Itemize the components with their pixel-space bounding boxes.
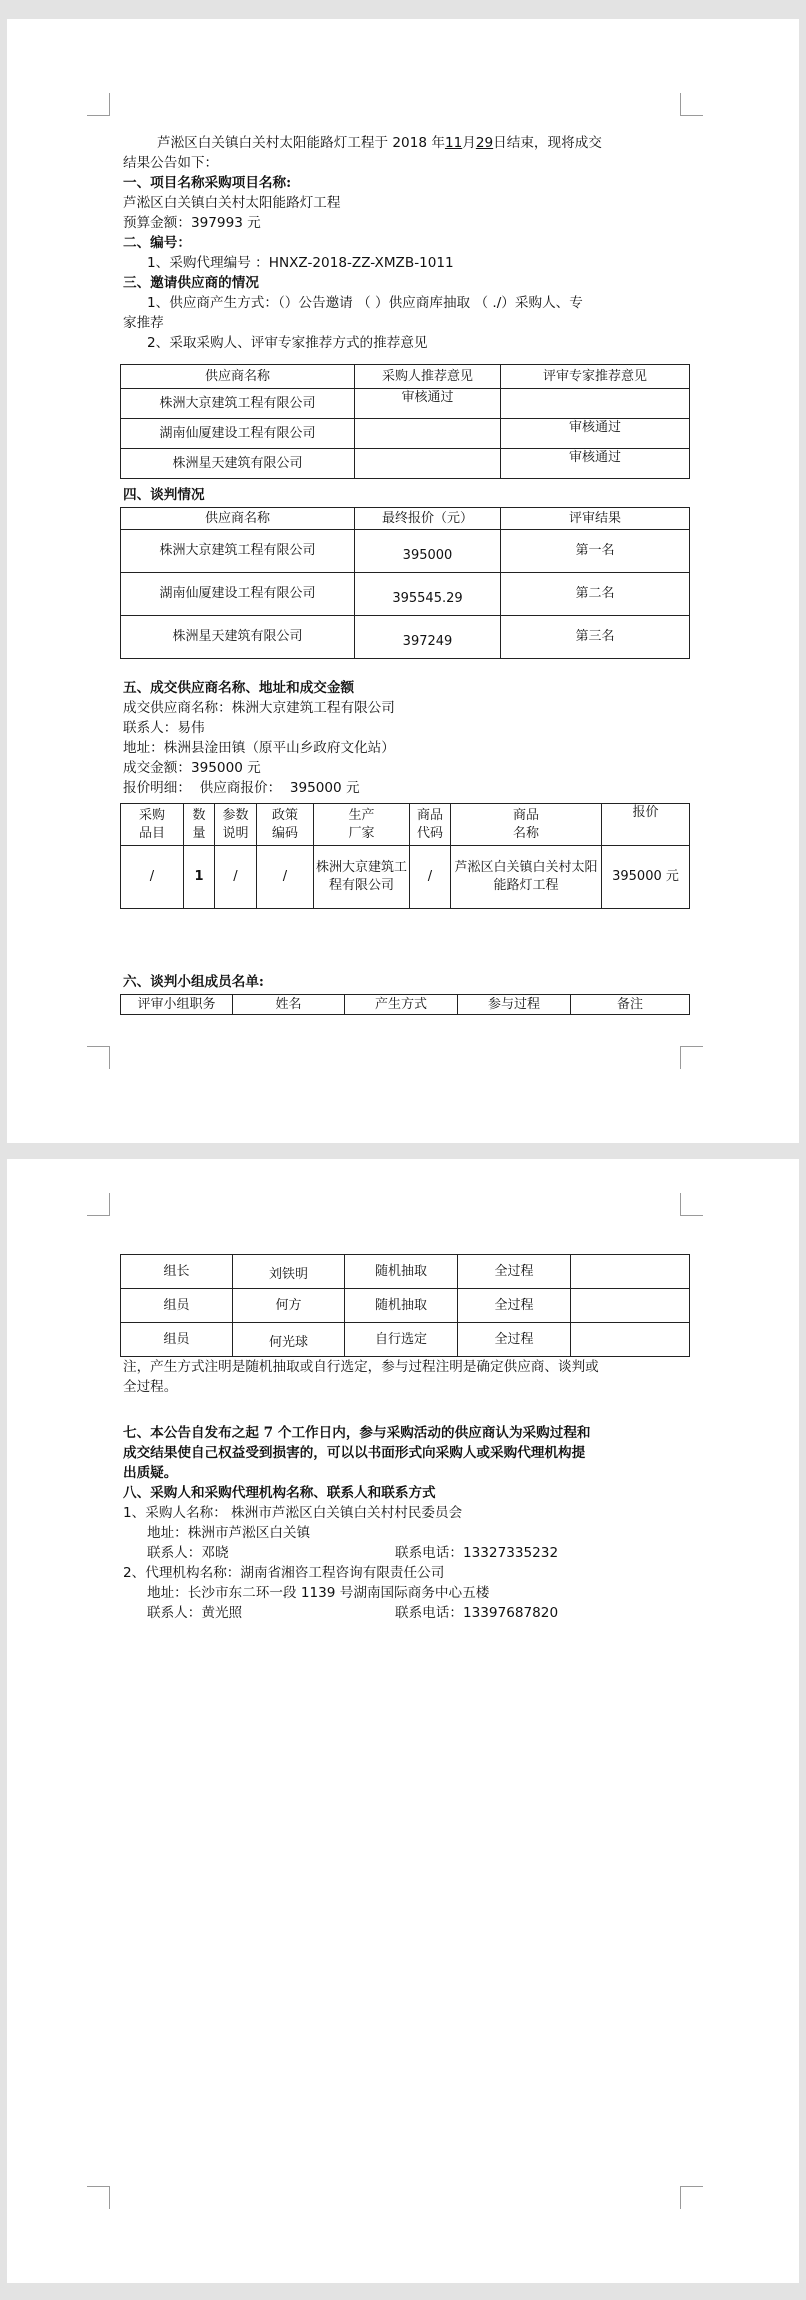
- margin-mark: [87, 2186, 110, 2209]
- table-header-row: [121, 804, 690, 846]
- table-cell: 随机抽取: [345, 1289, 458, 1323]
- table-cell: 395545.29: [355, 573, 501, 616]
- project-name: 芦淞区白关镇白关村太阳能路灯工程: [123, 195, 341, 211]
- table-header: 生产 厂家: [314, 804, 410, 846]
- table-cell: 湖南仙厦建设工程有限公司: [121, 419, 355, 449]
- table-header: 备注: [571, 995, 690, 1015]
- table-cell: 自行选定: [345, 1323, 458, 1357]
- table-cell: /: [410, 846, 451, 909]
- agency-phone: 联系电话：13397687820: [395, 1605, 559, 1621]
- table-header: 参数 说明: [215, 804, 257, 846]
- agency-address: 地址：长沙市东二环一段 1139 号湖南国际商务中心五楼: [147, 1585, 490, 1601]
- winning-supplier: 成交供应商名称：株洲大京建筑工程有限公司: [123, 700, 395, 716]
- table-cell: [571, 1323, 690, 1357]
- margin-mark: [680, 2186, 703, 2209]
- table-header-row: [121, 365, 690, 389]
- winning-amount: 成交金额：395000 元: [123, 760, 261, 776]
- table-row: [121, 616, 690, 659]
- table-cell: 株洲大京建筑工程有限公司: [314, 846, 410, 909]
- winning-address: 地址：株洲县淦田镇（原平山乡政府文化站）: [123, 740, 395, 756]
- table-cell: 395000: [355, 530, 501, 573]
- section-7-text: 出质疑。: [123, 1465, 178, 1481]
- table-cell: 组员: [121, 1323, 233, 1357]
- table-cell: 株洲星天建筑有限公司: [121, 616, 355, 659]
- table-cell: 全过程: [458, 1289, 571, 1323]
- table-cell: [571, 1255, 690, 1289]
- intro-line: 芦淞区白关镇白关村太阳能路灯工程于 2018 年11月29日结束，现将成交: [157, 135, 602, 151]
- table-cell: 株洲星天建筑有限公司: [121, 449, 355, 479]
- price-detail: 报价明细： 供应商报价： 395000 元: [123, 780, 360, 796]
- table-cell: 第二名: [501, 573, 690, 616]
- section-7-text: 成交结果使自己权益受到损害的，可以以书面形式向采购人或采购代理机构提: [123, 1445, 586, 1461]
- intro-line-2: 结果公告如下：: [123, 155, 219, 171]
- table-cell: [355, 449, 501, 479]
- table-header: 数 量: [184, 804, 215, 846]
- table-cell: 刘铁明: [233, 1255, 345, 1289]
- table-cell: 审核通过: [501, 449, 690, 479]
- table-row: [121, 1323, 690, 1357]
- table-header: 评审小组职务: [121, 995, 233, 1015]
- table-cell: /: [257, 846, 314, 909]
- table-cell: 全过程: [458, 1255, 571, 1289]
- panel-note: 注，产生方式注明是随机抽取或自行选定，参与过程注明是确定供应商、谈判或: [123, 1359, 599, 1375]
- table-cell: 组员: [121, 1289, 233, 1323]
- table-cell: 组长: [121, 1255, 233, 1289]
- agency-name: 2、代理机构名称：湖南省湘咨工程咨询有限责任公司: [123, 1565, 445, 1581]
- table-header-row: [121, 508, 690, 530]
- panel-note-cont: 全过程。: [123, 1379, 178, 1395]
- winning-contact: 联系人：易伟: [123, 720, 205, 736]
- budget: 预算金额：397993 元: [123, 215, 261, 231]
- buyer-address: 地址：株洲市芦淞区白关镇: [147, 1525, 311, 1541]
- margin-mark: [680, 93, 703, 116]
- negotiation-table: [120, 507, 690, 659]
- table-header: 采购人推荐意见: [355, 365, 501, 389]
- agency-code: 1、采购代理编号 ：HNXZ-2018-ZZ-XMZB-1011: [147, 255, 454, 271]
- price-detail-table: [120, 803, 690, 909]
- table-row: [121, 419, 690, 449]
- table-header: 报价: [602, 804, 690, 846]
- table-row: [121, 530, 690, 573]
- table-cell: 1: [184, 846, 215, 909]
- table-cell: 芦淞区白关镇白关村太阳能路灯工程: [451, 846, 602, 909]
- table-cell: /: [215, 846, 257, 909]
- table-cell: [355, 419, 501, 449]
- panel-table-header: [120, 994, 690, 1015]
- table-cell: 株洲大京建筑工程有限公司: [121, 530, 355, 573]
- table-header: 产生方式: [345, 995, 458, 1015]
- table-cell: 何方: [233, 1289, 345, 1323]
- document-page-2: [7, 1159, 799, 2283]
- table-header: 供应商名称: [121, 508, 355, 530]
- margin-mark: [87, 1046, 110, 1069]
- table-header: 采购 品目: [121, 804, 184, 846]
- buyer-contact: 联系人：邓晓: [147, 1545, 229, 1561]
- table-cell: 395000 元: [602, 846, 690, 909]
- table-header: 评审专家推荐意见: [501, 365, 690, 389]
- section-8-heading: 八、采购人和采购代理机构名称、联系人和联系方式: [123, 1485, 436, 1501]
- table-row: [121, 1289, 690, 1323]
- table-header: 姓名: [233, 995, 345, 1015]
- table-header: 政策 编码: [257, 804, 314, 846]
- table-cell: [501, 389, 690, 419]
- section-7-text: 七、本公告自发布之起 7 个工作日内，参与采购活动的供应商认为采购过程和: [123, 1425, 591, 1441]
- agency-contact: 联系人：黄光照: [147, 1605, 243, 1621]
- table-cell: 审核通过: [501, 419, 690, 449]
- document-page-1: [7, 19, 799, 1143]
- section-1-heading: 一、项目名称采购项目名称:: [123, 175, 292, 191]
- section-6-heading: 六、谈判小组成员名单:: [123, 974, 264, 990]
- table-header: 商品 名称: [451, 804, 602, 846]
- table-cell: 第三名: [501, 616, 690, 659]
- table-header: 参与过程: [458, 995, 571, 1015]
- table-cell: 株洲大京建筑工程有限公司: [121, 389, 355, 419]
- section-2-heading: 二、编号：: [123, 235, 191, 251]
- table-cell: 全过程: [458, 1323, 571, 1357]
- table-cell: 审核通过: [355, 389, 501, 419]
- table-cell: /: [121, 846, 184, 909]
- table-row: [121, 1255, 690, 1289]
- table-header-row: [121, 995, 690, 1015]
- recommend-table: [120, 364, 690, 479]
- table-row: [121, 573, 690, 616]
- table-row: [121, 449, 690, 479]
- table-cell: 397249: [355, 616, 501, 659]
- table-cell: 湖南仙厦建设工程有限公司: [121, 573, 355, 616]
- buyer-name: 1、采购人名称： 株洲市芦淞区白关镇白关村村民委员会: [123, 1505, 463, 1521]
- table-cell: [571, 1289, 690, 1323]
- table-row: [121, 846, 690, 909]
- table-header: 商品 代码: [410, 804, 451, 846]
- section-5-heading: 五、成交供应商名称、地址和成交金额: [123, 680, 355, 696]
- table-header: 供应商名称: [121, 365, 355, 389]
- table-cell: 何光球: [233, 1323, 345, 1357]
- margin-mark: [680, 1193, 703, 1216]
- table-cell: 随机抽取: [345, 1255, 458, 1289]
- supplier-method-cont: 家推荐: [123, 315, 164, 331]
- margin-mark: [87, 93, 110, 116]
- buyer-phone: 联系电话：13327335232: [395, 1545, 559, 1561]
- recommend-title: 2、采取采购人、评审专家推荐方式的推荐意见: [147, 335, 428, 351]
- panel-members-table: [120, 1254, 690, 1357]
- supplier-method: 1、供应商产生方式：（）公告邀请 （ ）供应商库抽取 （ ./）采购人、专: [147, 295, 583, 311]
- margin-mark: [87, 1193, 110, 1216]
- table-cell: 第一名: [501, 530, 690, 573]
- section-4-heading: 四、谈判情况: [123, 487, 205, 503]
- table-row: [121, 389, 690, 419]
- section-3-heading: 三、邀请供应商的情况: [123, 275, 259, 291]
- table-header: 评审结果: [501, 508, 690, 530]
- margin-mark: [680, 1046, 703, 1069]
- table-header: 最终报价（元）: [355, 508, 501, 530]
